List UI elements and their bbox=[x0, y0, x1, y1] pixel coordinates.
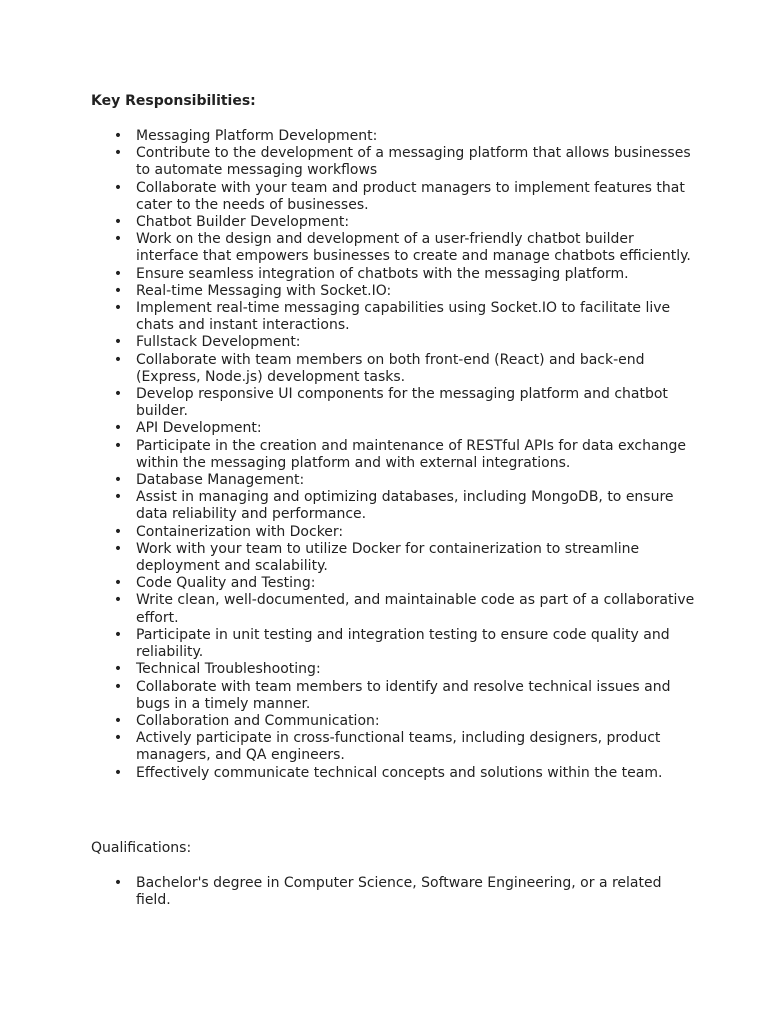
list-item-text: Bachelor's degree in Computer Science, Software Engineering, or a related field. bbox=[136, 875, 662, 909]
list-item bbox=[113, 575, 696, 592]
bullet-icon: • bbox=[113, 730, 123, 747]
list-item-text: Collaborate with your team and product managers to implement features that cater to the needs of businesses. bbox=[136, 179, 685, 213]
list-item-text: Ensure seamless integration of chatbots with the messaging platform. bbox=[136, 265, 629, 282]
list-item-text: Effectively communicate technical concepts and solutions within the team. bbox=[136, 764, 663, 781]
bullet-icon: • bbox=[113, 334, 123, 351]
list-item-text: Work with your team to utilize Docker for containerization to streamline deployment and scalability. bbox=[136, 540, 640, 575]
qualifications-list bbox=[113, 875, 696, 909]
bullet-icon: • bbox=[113, 523, 123, 540]
bullet-icon: • bbox=[113, 282, 123, 299]
responsibilities-list bbox=[113, 128, 696, 782]
bullet-icon: • bbox=[113, 678, 123, 695]
list-item bbox=[113, 437, 696, 472]
bullet-icon: • bbox=[113, 179, 123, 196]
list-item bbox=[113, 282, 696, 300]
bullet-icon: • bbox=[113, 420, 123, 437]
list-item bbox=[113, 179, 696, 214]
key-responsibilities-heading: Key Responsibilities: bbox=[91, 93, 256, 109]
list-item-text: Develop responsive UI components for the messaging platform and chatbot builder. bbox=[136, 386, 668, 420]
list-item-text: Actively participate in cross-functional teams, including designers, product managers, and QA engineers. bbox=[136, 730, 661, 764]
list-item-text: Write clean, well-documented, and maintainable code as part of a collaborative effort. bbox=[136, 592, 695, 626]
list-item bbox=[113, 231, 696, 265]
list-item-text: Real-time Messaging with Socket.IO: bbox=[136, 282, 392, 299]
list-item bbox=[113, 334, 696, 351]
list-item bbox=[113, 386, 696, 420]
bullet-icon: • bbox=[113, 661, 123, 678]
list-item-text: Assist in managing and optimizing databases, including MongoDB, to ensure data reliability and performance. bbox=[136, 489, 674, 523]
list-item bbox=[113, 351, 696, 386]
bullet-icon: • bbox=[113, 437, 123, 454]
list-item-text: Collaborate with team members on both front-end (React) and back-end (Express, Node.js) development tasks. bbox=[136, 351, 645, 385]
bullet-icon: • bbox=[113, 265, 123, 282]
list-item-text: Collaborate with team members to identify and resolve technical issues and bugs in a timely manner. bbox=[136, 678, 671, 712]
list-item-text: Work on the design and development of a user-friendly chatbot builder interface that empowers businesses to create and manage chatbots efficiently. bbox=[136, 231, 691, 265]
list-item bbox=[113, 300, 696, 334]
list-item-text: Code Quality and Testing: bbox=[136, 575, 316, 592]
bullet-icon: • bbox=[113, 472, 123, 489]
list-item bbox=[113, 128, 696, 145]
bullet-icon: • bbox=[113, 540, 123, 557]
list-item-text: Contribute to the development of a messaging platform that allows businesses to automate messaging workflows bbox=[136, 145, 691, 179]
bullet-icon: • bbox=[113, 145, 123, 162]
list-item bbox=[113, 626, 696, 661]
bullet-icon: • bbox=[113, 351, 123, 368]
list-item-text: Collaboration and Communication: bbox=[136, 712, 380, 729]
list-item bbox=[113, 145, 696, 179]
bullet-icon: • bbox=[113, 300, 123, 317]
bullet-icon: • bbox=[113, 386, 123, 403]
list-item bbox=[113, 472, 696, 489]
bullet-icon: • bbox=[113, 128, 123, 144]
list-item-text: API Development: bbox=[136, 420, 262, 437]
bullet-icon: • bbox=[113, 214, 123, 231]
bullet-icon: • bbox=[113, 626, 123, 643]
qualifications-heading: Qualifications: bbox=[91, 840, 192, 856]
list-item bbox=[113, 678, 696, 713]
list-item bbox=[113, 661, 696, 678]
list-item bbox=[113, 764, 696, 782]
list-item-text: Implement real-time messaging capabilities using Socket.IO to facilitate live chats and instant interactions. bbox=[136, 300, 671, 334]
list-item-text: Technical Troubleshooting: bbox=[136, 661, 321, 678]
list-item bbox=[113, 420, 696, 437]
bullet-icon: • bbox=[113, 575, 123, 592]
list-item-text: Database Management: bbox=[136, 472, 305, 489]
list-item-text: Participate in unit testing and integration testing to ensure code quality and reliability. bbox=[136, 626, 670, 661]
list-item-text: Fullstack Development: bbox=[136, 334, 301, 351]
list-item-text: Participate in the creation and maintenance of RESTful APIs for data exchange within the messaging platform and with external integrations. bbox=[136, 437, 686, 471]
bullet-icon: • bbox=[113, 875, 123, 891]
bullet-icon: • bbox=[113, 592, 123, 609]
list-item bbox=[113, 523, 696, 541]
list-item-text: Messaging Platform Development: bbox=[136, 128, 378, 144]
bullet-icon: • bbox=[113, 489, 123, 506]
list-item bbox=[113, 712, 696, 730]
list-item bbox=[113, 489, 696, 523]
list-item bbox=[113, 540, 696, 575]
list-item bbox=[113, 214, 696, 231]
bullet-icon: • bbox=[113, 764, 123, 781]
list-item bbox=[113, 592, 696, 626]
list-item-text: Containerization with Docker: bbox=[136, 523, 344, 540]
list-item bbox=[113, 265, 696, 283]
bullet-icon: • bbox=[113, 231, 123, 248]
list-item bbox=[113, 875, 696, 909]
list-item bbox=[113, 730, 696, 764]
bullet-icon: • bbox=[113, 712, 123, 729]
list-item-text: Chatbot Builder Development: bbox=[136, 214, 350, 231]
